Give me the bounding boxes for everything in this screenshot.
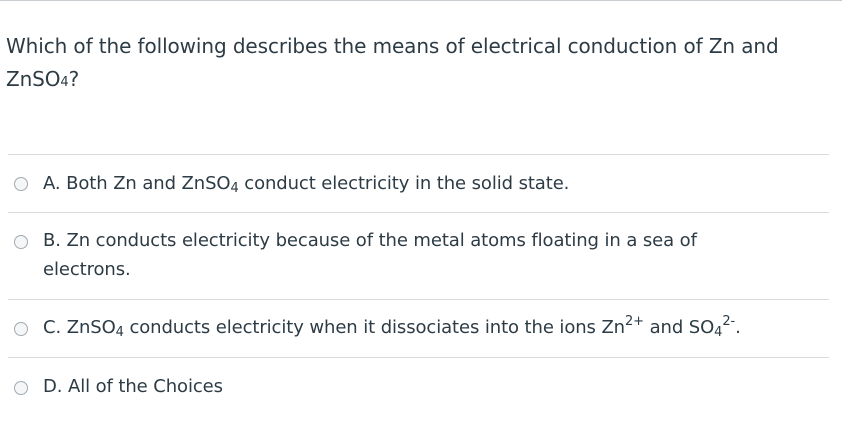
top-divider <box>0 0 842 1</box>
answer-c-superscript-2: 2- <box>722 314 736 329</box>
answer-c-text-2: conducts electricity when it dissociates into the ions Zn <box>123 317 625 338</box>
radio-button-c[interactable] <box>14 322 28 336</box>
answer-option-b[interactable] <box>8 213 829 299</box>
answer-label-d: D. All of the Choices <box>43 376 223 397</box>
answer-label-b: B. Zn conducts electricity because of the metal atoms floating in a sea of electrons. <box>43 230 697 280</box>
answer-a-subscript: 4 <box>230 181 239 196</box>
question-subscript: 4 <box>60 75 69 90</box>
answer-c-text-3: and SO <box>643 317 715 338</box>
answer-c-superscript-1: 2+ <box>624 314 644 329</box>
answer-c-subscript-2: 4 <box>714 325 723 340</box>
radio-button-a[interactable] <box>14 177 28 191</box>
answer-label-a <box>43 169 569 200</box>
answer-a-text-1: A. Both Zn and ZnSO <box>43 173 231 194</box>
question-text-end: ? <box>68 67 80 91</box>
answer-a-text-2: conduct electricity in the solid state. <box>238 173 570 194</box>
answer-c-text-1: C. ZnSO <box>43 317 116 338</box>
answer-label-c <box>43 313 741 344</box>
question-text-main: Which of the following describes the means of electrical conduction of Zn and ZnSO <box>6 34 779 91</box>
radio-button-d[interactable] <box>14 381 28 395</box>
answer-option-c[interactable] <box>8 300 829 357</box>
answer-list <box>8 154 829 415</box>
answer-c-subscript-1: 4 <box>115 325 124 340</box>
radio-button-b[interactable] <box>14 235 28 249</box>
answer-option-a[interactable] <box>8 155 829 212</box>
answer-c-text-4: . <box>735 317 741 338</box>
question-text <box>6 30 836 99</box>
answer-option-d[interactable] <box>8 358 829 415</box>
